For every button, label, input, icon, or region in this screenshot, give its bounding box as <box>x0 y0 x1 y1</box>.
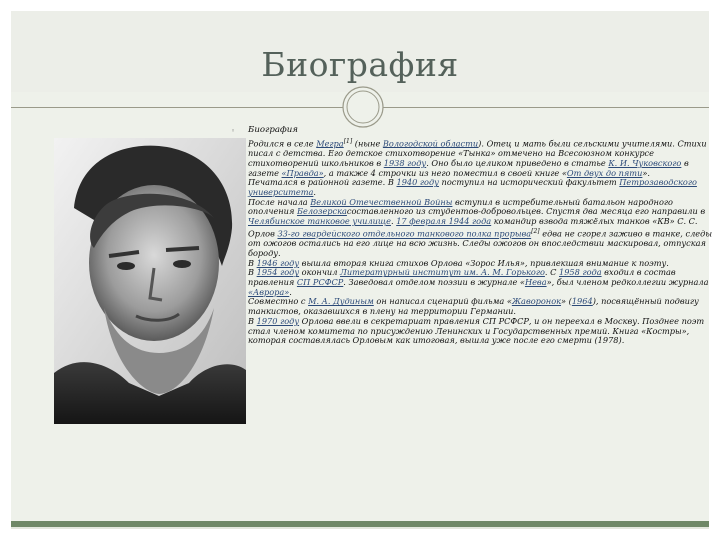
p2-text: поступил на исторический факультет <box>438 177 620 188</box>
p6-text: Совместно с <box>248 296 309 307</box>
p2-text: Печатался в районной газете. В <box>248 177 397 188</box>
link-1964[interactable]: 1964 <box>571 296 593 307</box>
link-petrozavodsk-university[interactable]: Петрозаводского университета <box>248 177 697 197</box>
link-vologda-oblast[interactable]: Вологодской области <box>382 138 479 149</box>
link-17-feb-1944[interactable]: 17 февраля 1944 года <box>396 216 492 227</box>
p5-text: », был членом редколлегии журнала <box>546 277 709 288</box>
link-1958[interactable]: 1958 года <box>559 267 602 278</box>
bottom-accent-bar <box>11 521 709 527</box>
slide-title: Биография <box>261 45 459 84</box>
p2-text: . <box>313 186 316 197</box>
p3-text: вступил в истребительный батальон народного ополчения <box>248 196 673 217</box>
link-neva[interactable]: Нева <box>524 277 547 288</box>
link-great-patriotic-war[interactable]: Великой Отечественной Войны <box>310 196 453 207</box>
link-1938[interactable]: 1938 году <box>383 157 427 168</box>
p7-text: В <box>248 315 257 326</box>
portrait-photo <box>54 138 246 424</box>
link-belozersk[interactable]: Белозерска <box>296 206 347 217</box>
p5-text: входил в состав правления <box>248 267 676 288</box>
paragraph-1 <box>248 137 718 179</box>
p5-text: . <box>289 286 292 297</box>
p6-text: он написал сценарий фильма « <box>373 296 512 307</box>
p3-text: . <box>390 216 397 227</box>
biography-text <box>231 125 718 346</box>
link-1940[interactable]: 1940 году <box>396 177 439 188</box>
p6-text: ), посвящённый подвигу танкистов, оказавшихся в плену на территории Германии. <box>248 296 699 317</box>
link-chukovsky[interactable]: К. И. Чуковского <box>608 157 682 168</box>
link-1970[interactable]: 1970 году <box>256 315 300 326</box>
p5-text: В <box>248 267 257 278</box>
link-dudin[interactable]: М. А. Дудиным <box>308 296 374 307</box>
footnote-2[interactable]: [2] <box>531 227 540 235</box>
link-literary-institute[interactable]: Литературный институт им. А. М. Горького <box>340 267 545 278</box>
p3-text: едва не сгорел заживо в танке, следы от ожогов остались на его лице на всю жизнь. Следы ожогов он впоследствии маскировал, отпуская бороду. <box>248 228 712 258</box>
p5-text: . С <box>544 267 559 278</box>
link-1946[interactable]: 1946 году <box>256 257 300 268</box>
circle-ornament-icon <box>341 85 385 129</box>
link-1954[interactable]: 1954 году <box>256 267 300 278</box>
paragraph-3 <box>248 198 718 259</box>
p1-text: . Оно было целиком приведено в статье <box>426 157 609 168</box>
p1-text: ». <box>642 167 650 178</box>
bullet-icon: ◦ <box>231 127 236 135</box>
paragraph-2 <box>248 178 718 197</box>
text-heading <box>231 125 718 136</box>
link-megra[interactable]: Мегра <box>316 138 344 149</box>
paragraph-6 <box>248 297 718 316</box>
link-avrora[interactable]: «Аврора» <box>248 286 290 297</box>
link-zhavoronok[interactable]: Жаворонок <box>511 296 562 307</box>
p1-text: , а также 4 строчки из него поместил в своей книге « <box>323 167 567 178</box>
p7-text: Орлова ввели в секретариат правления СП РСФСР, и он переехал в Москву. Позднее поэт стал членом комитета по присуждению Ленинских и Государственных премий. Книга «Костры», которая составлялась Орловым как итоговая, вышла уже после его смерти (1978). <box>248 315 705 346</box>
p6-text: » ( <box>561 296 572 307</box>
p1-text: Родился в селе <box>248 138 317 149</box>
paragraph-7 <box>248 317 718 346</box>
link-chelyabinsk-tank-school[interactable]: Челябинское танковое училище <box>248 216 391 227</box>
link-sp-rsfsr[interactable]: СП РСФСР <box>296 277 344 288</box>
footnote-1[interactable]: [1] <box>343 137 353 145</box>
paragraph-5 <box>248 268 718 297</box>
p4-text: В <box>248 257 257 268</box>
heading-text: Биография <box>248 125 298 135</box>
p5-text: . Заведовал отделом поэзии в журнале « <box>343 277 525 288</box>
p1-text: ). Отец и мать были сельскими учителями. Стихи писал с детства. Его детское стихотворение «Тынка» отмечено на Всесоюзном конкурсе стихотворений школьников в <box>248 138 707 168</box>
link-33-guards-tank-regiment[interactable]: 33-го гвардейского отдельного танкового полка прорыва <box>277 228 532 239</box>
p1-text: в газете <box>248 157 689 178</box>
p4-text: вышла вторая книга стихов Орлова «Зорос Илья», привлекшая внимание к поэту. <box>299 257 669 268</box>
p3-text: командир взвода тяжёлых танков «КВ» С. С. Орлов <box>248 216 698 239</box>
link-pravda[interactable]: «Правда» <box>281 167 324 178</box>
p3-text: составленного из студентов-добровольцев. Спустя два месяца его направили в <box>346 206 706 217</box>
p1-text: (ныне <box>352 138 383 149</box>
p3-text: После начала <box>248 196 311 207</box>
p5-text: окончил <box>299 267 341 278</box>
link-ot-dvuh-do-pyati[interactable]: От двух до пяти <box>566 167 643 178</box>
